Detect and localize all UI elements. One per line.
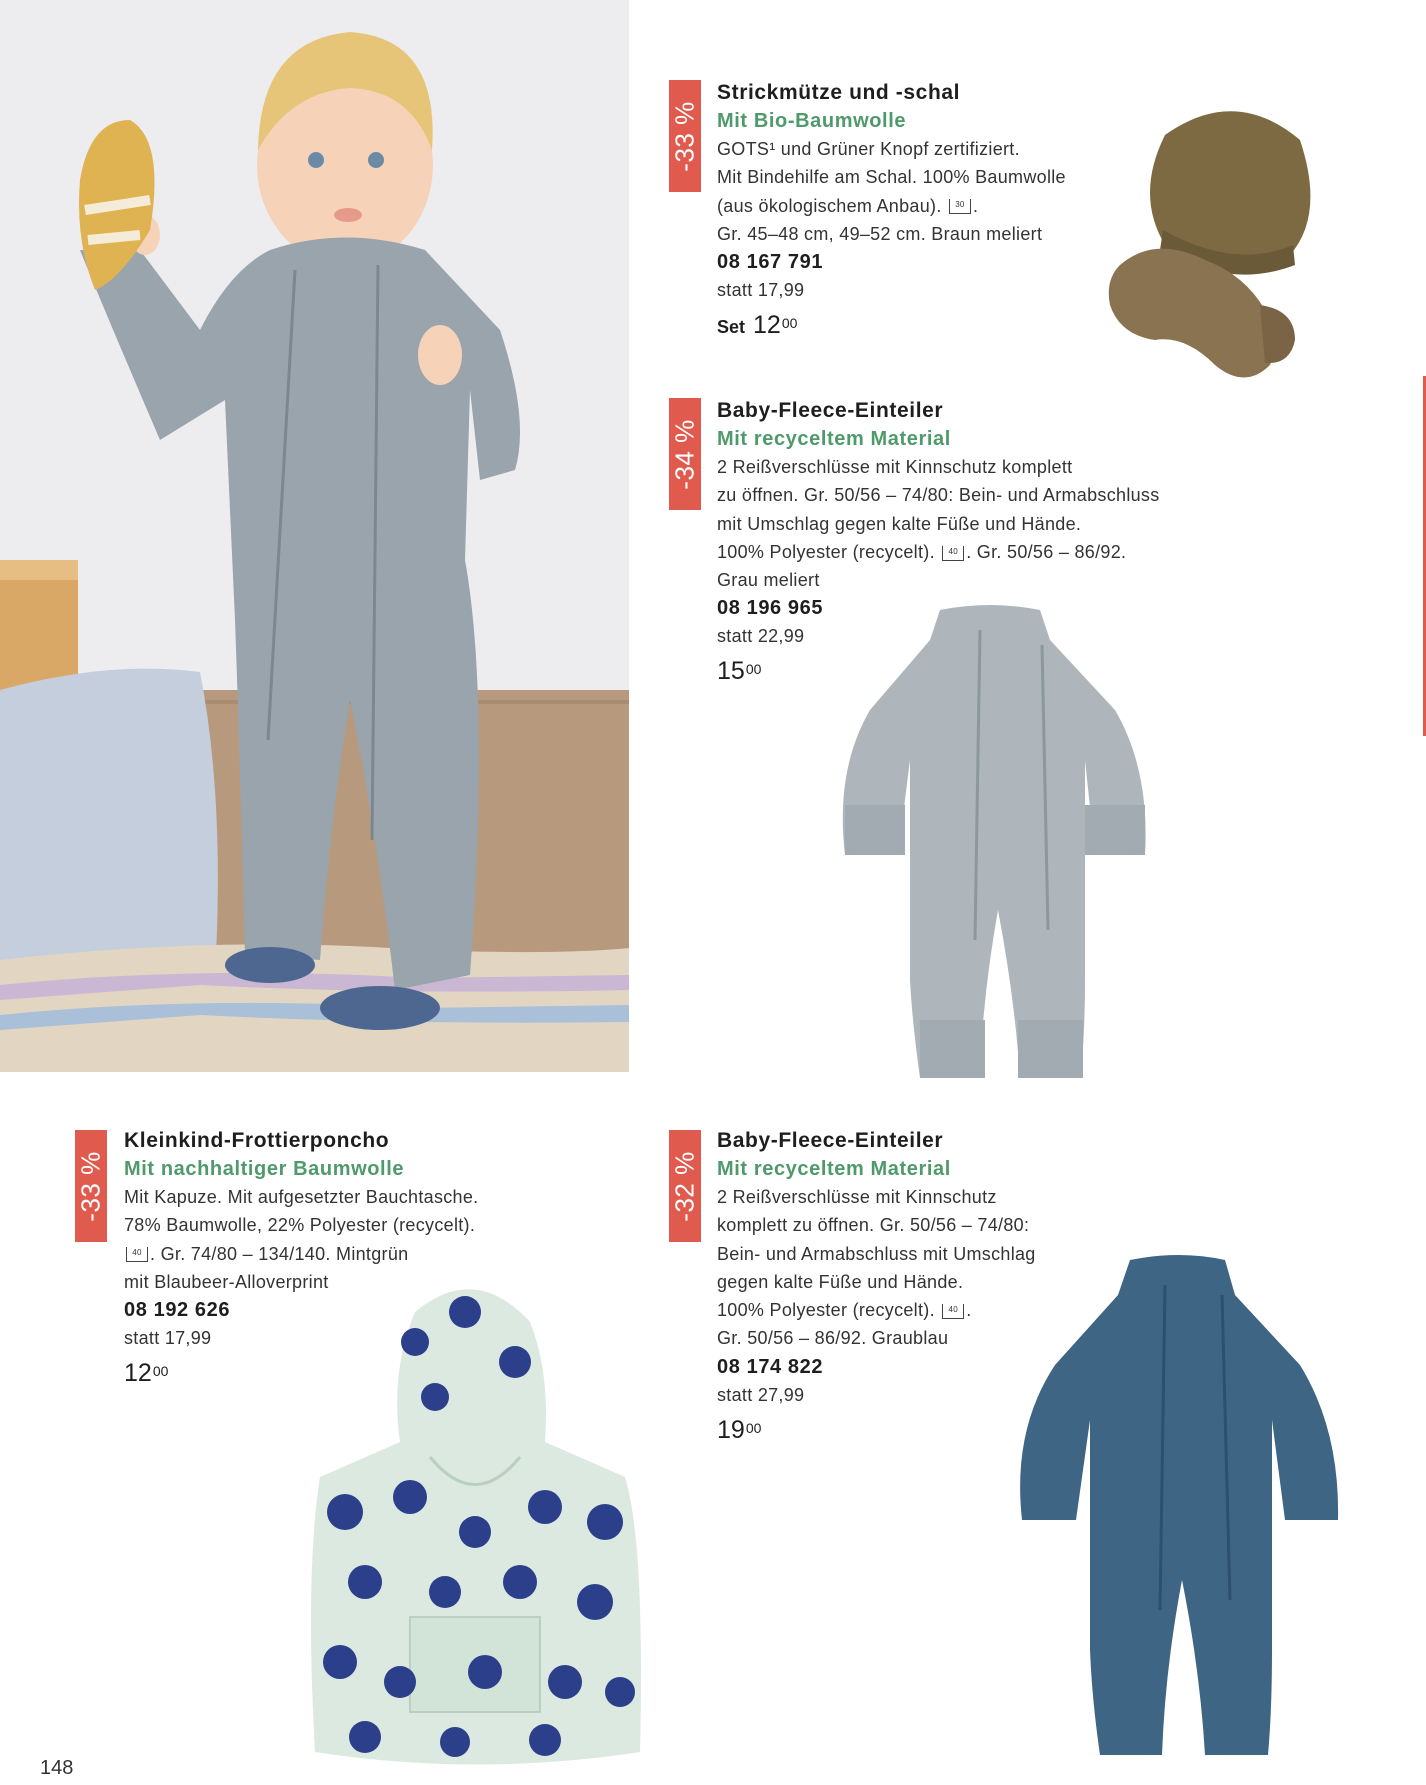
- desc-line: (aus ökologischem Anbau). 30 .: [717, 195, 979, 216]
- hat-scarf-image: [1095, 95, 1345, 395]
- discount-badge: [669, 80, 701, 192]
- desc-line: 40 . Gr. 74/80 – 134/140. Mintgrün: [124, 1240, 624, 1268]
- poncho-image: [305, 1282, 645, 1772]
- lifestyle-photo: [0, 0, 629, 1072]
- product-title: Baby-Fleece-Einteiler: [717, 1129, 944, 1152]
- discount-badge: [669, 398, 701, 510]
- price: $12^{00}$: [124, 1359, 169, 1388]
- wash-symbol-icon: 40: [126, 1247, 148, 1262]
- discount-text: -33 %: [669, 100, 700, 172]
- article-number: 08 192 626: [124, 1299, 231, 1322]
- desc-line: komplett zu öffnen. Gr. 50/56 – 74/80:: [717, 1215, 1030, 1236]
- desc-line: 78% Baumwolle, 22% Polyester (recycelt).: [124, 1215, 476, 1236]
- desc-line: Mit Kapuze. Mit aufgesetzter Bauchtasche.: [124, 1187, 479, 1207]
- article-number: 08 196 965: [717, 597, 824, 620]
- old-price: statt 27,99: [717, 1384, 805, 1405]
- discount-badge: [669, 1130, 701, 1242]
- page-number: 148: [40, 1757, 74, 1779]
- price: $19^{00}$: [717, 1415, 762, 1444]
- wash-symbol-icon: 30: [949, 199, 971, 214]
- product-title: Kleinkind-Frottierponcho: [124, 1129, 390, 1152]
- desc-line: Gr. 45–48 cm, 49–52 cm. Braun meliert: [717, 223, 1043, 244]
- product-subtitle: Mit nachhaltiger Baumwolle: [124, 1158, 405, 1180]
- product-title: Baby-Fleece-Einteiler: [717, 399, 944, 422]
- desc-line: mit Umschlag gegen kalte Füße und Hände.: [717, 513, 1082, 534]
- article-number: 08 174 822: [717, 1355, 824, 1378]
- desc-line: 2 Reißverschlüsse mit Kinnschutz komplett: [717, 457, 1073, 477]
- discount-text: -32 %: [669, 1150, 700, 1222]
- old-price: statt 17,99: [717, 280, 805, 301]
- product-description: [124, 1183, 624, 1296]
- article-number: 08 167 791: [717, 251, 824, 274]
- product-description: [717, 453, 1237, 594]
- old-price: statt 22,99: [717, 626, 805, 647]
- product-subtitle: Mit recyceltem Material: [717, 1158, 951, 1180]
- blue-fleece-suit-image: [1010, 1250, 1345, 1760]
- wash-symbol-icon: 40: [942, 1304, 964, 1319]
- desc-line: gegen kalte Füße und Hände.: [717, 1271, 964, 1292]
- desc-line: GOTS¹ und Grüner Knopf zertifiziert.: [717, 139, 1020, 159]
- discount-text: -33 %: [75, 1150, 106, 1222]
- baby-photo-illustration: [0, 0, 629, 1072]
- desc-line: 2 Reißverschlüsse mit Kinnschutz: [717, 1187, 997, 1207]
- discount-badge: [75, 1130, 107, 1242]
- desc-line: zu öffnen. Gr. 50/56 – 74/80: Bein- und Armabschluss: [717, 485, 1160, 506]
- desc-line: 100% Polyester (recycelt). 40 . Gr. 50/56 – 86/92.: [717, 541, 1127, 562]
- desc-line: Grau meliert: [717, 570, 820, 591]
- desc-line: Mit Bindehilfe am Schal. 100% Baumwolle: [717, 167, 1066, 188]
- desc-line: mit Blaubeer-Alloverprint: [124, 1271, 329, 1292]
- product-title: Strickmütze und -schal: [717, 81, 961, 104]
- desc-line: Gr. 50/56 – 86/92. Graublau: [717, 1328, 949, 1349]
- discount-text: -34 %: [669, 418, 700, 490]
- product-subtitle: Mit Bio-Baumwolle: [717, 110, 907, 132]
- desc-line: 100% Polyester (recycelt). 40 .: [717, 1300, 972, 1321]
- desc-line: Bein- und Armabschluss mit Umschlag: [717, 1243, 1036, 1264]
- price: $15^{00}$: [717, 657, 762, 686]
- old-price: statt 17,99: [124, 1328, 212, 1349]
- grey-fleece-suit-image: [830, 600, 1150, 1085]
- product-subtitle: Mit recyceltem Material: [717, 428, 951, 450]
- price: Set $12^{00}$: [717, 311, 798, 340]
- wash-symbol-icon: 40: [942, 546, 964, 561]
